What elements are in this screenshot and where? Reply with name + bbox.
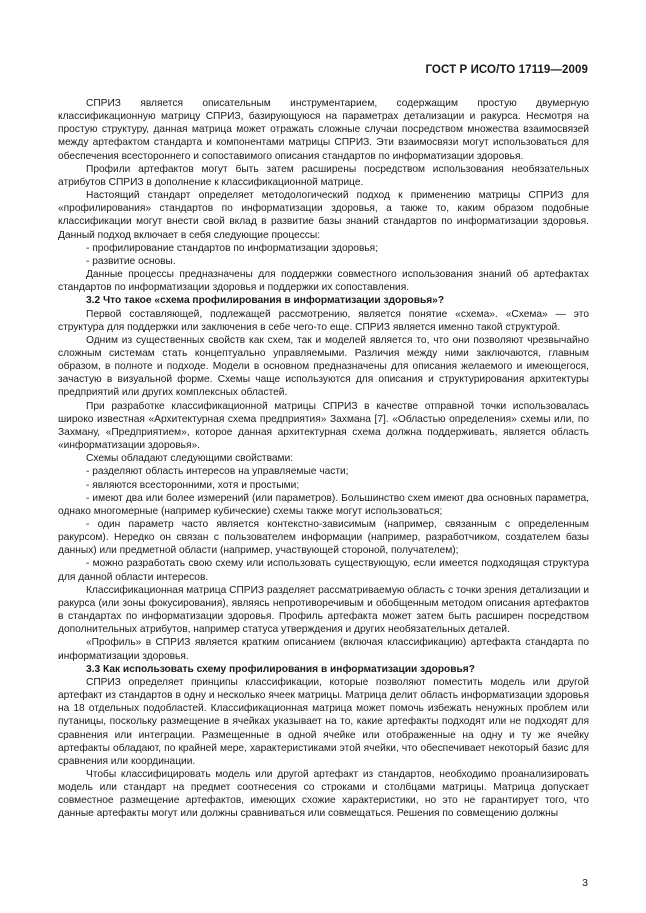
paragraph: Настоящий стандарт определяет методологический подход к применению матрицы СПРИЗ для «профилирования» стандартов по информатизации здоровья, а также то, каким образом подобные классификации могут внести свой вклад в развитие базы знаний стандартов по информатизации здоровья. Данный подход включает в себя следующие процессы: [58, 190, 589, 241]
paragraph: При разработке классификационной матрицы СПРИЗ в качестве отправной точки использовалась широко известная «Архитектурная схема предприятия» Захмана [7]. «Областью определения» схемы или, по Захману, «Предприятием», которое данная архитектурная схема должна поддерживать, является область «информатизации здоровья». [58, 400, 589, 452]
document-header: ГОСТ Р ИСО/ТО 17119—2009 [425, 64, 588, 76]
paragraph: Чтобы классифицировать модель или другой артефакт из стандартов, необходимо проанализировать модель или стандарт на предмет соотнесения со строками и столбцами матрицы. Матрица допускает совместное размещение артефактов, имеющих схожие характеристики, но это не гарантирует того, что данные артефакты могут или должны сравниваться или совмещаться. Решения по совмещению должны [58, 768, 589, 820]
section-heading-3-3: 3.3 Как использовать схему профилирования в информатизации здоровья? [86, 663, 475, 675]
list-item: - развитие основы. [86, 255, 176, 267]
list-item: - можно разработать свою схему или использовать существующую, если имеется подходящая структура для данной области интересов. [58, 558, 589, 583]
paragraph: Одним из существенных свойств как схем, так и моделей является то, что они позволяют чрезвычайно сложным системам стать концептуально управляемыми. Различия между ними заключаются, главным образом, в полноте и подходе. Модели в основном предназначены для описания желаемого и имеющегося, зачастую в визуальной форме. Схемы чаще используются для описания и структурирования архитектуры предприятий или других комплексных областей. [58, 334, 589, 399]
paragraph: «Профиль» в СПРИЗ является кратким описанием (включая классификацию) артефакта стандарта по информатизации здоровья. [58, 637, 589, 662]
paragraph: Схемы обладают следующими свойствами: [86, 453, 294, 465]
document-body [58, 97, 589, 821]
page-number: 3 [582, 877, 588, 889]
list-item: - имеют два или более измерений (или параметров). Большинство схем имеют два основных параметра, однако многомерные (например кубические) схемы также могут использоваться; [58, 492, 589, 517]
paragraph: СПРИЗ является описательным инструментарием, содержащим простую двумерную классификационную матрицу СПРИЗ, базирующуюся на параметрах детализации и ракурса. Несмотря на простую структуру, данная матрица может отражать сложные случаи посредством множества взаимосвязей между артефактом стандарта и компонентами матрицы СПРИЗ. Эти взаимосвязи могут использоваться для обеспечения всестороннего и сопоставимого описания стандартов по информатизации здоровья. [58, 98, 589, 162]
list-item: - разделяют область интересов на управляемые части; [86, 466, 349, 478]
paragraph: Данные процессы предназначены для поддержки совместного использования знаний об артефактах стандартов по информатизации здоровья и поддержки их сопоставления. [58, 269, 589, 294]
list-item: - являются всесторонними, хотя и простыми; [86, 479, 300, 491]
section-heading-3-2: 3.2 Что такое «схема профилирования в информатизации здоровья»? [86, 295, 445, 307]
paragraph: Профили артефактов могут быть затем расширены посредством использования необязательных атрибутов СПРИЗ в дополнение к классификационной матрице. [58, 163, 589, 188]
list-item: - один параметр часто является контекстно-зависимым (например, связанным с определенным ракурсом). Нередко он связан с пользователем информации (например, разработчиком, создателем базы данных) или предметной области (например, участвующей стороной, получателем); [58, 519, 589, 557]
paragraph: Классификационная матрица СПРИЗ разделяет рассматриваемую область с точки зрения детализации и ракурса (или зоны фокусирования), являясь непротиворечивым и обобщенным методом описания артефактов в стандартах по информатизации здоровья. Профиль артефакта может затем быть расширен посредством дополнительных атрибутов, например статуса утверждения и других необязательных деталей. [58, 584, 590, 636]
list-item: - профилирование стандартов по информатизации здоровья; [86, 242, 379, 254]
paragraph: Первой составляющей, подлежащей рассмотрению, является понятие «схема». «Схема» — это структура для поддержки или заключения в себе чего-то еще. СПРИЗ является именно такой структурой. [58, 308, 589, 333]
paragraph: СПРИЗ определяет принципы классификации, которые позволяют поместить модель или другой артефакт из стандартов в одну и несколько ячеек матрицы. Матрица делит область информатизации здоровья на 18 отдельных подобластей. Классификационная матрица может помочь избежать ненужных проблем или путаницы, поскольку размещение в ячейках указывает на то, какие артефакты подходят или не подходят для сравнения или интеграции. Размещенные в одной ячейке или отображенные на одну и ту же ячейку артефакты обладают, по крайней мере, характеристиками этой ячейки, что обеспечивает некоторый базис для сравнения или координации. [58, 676, 589, 767]
